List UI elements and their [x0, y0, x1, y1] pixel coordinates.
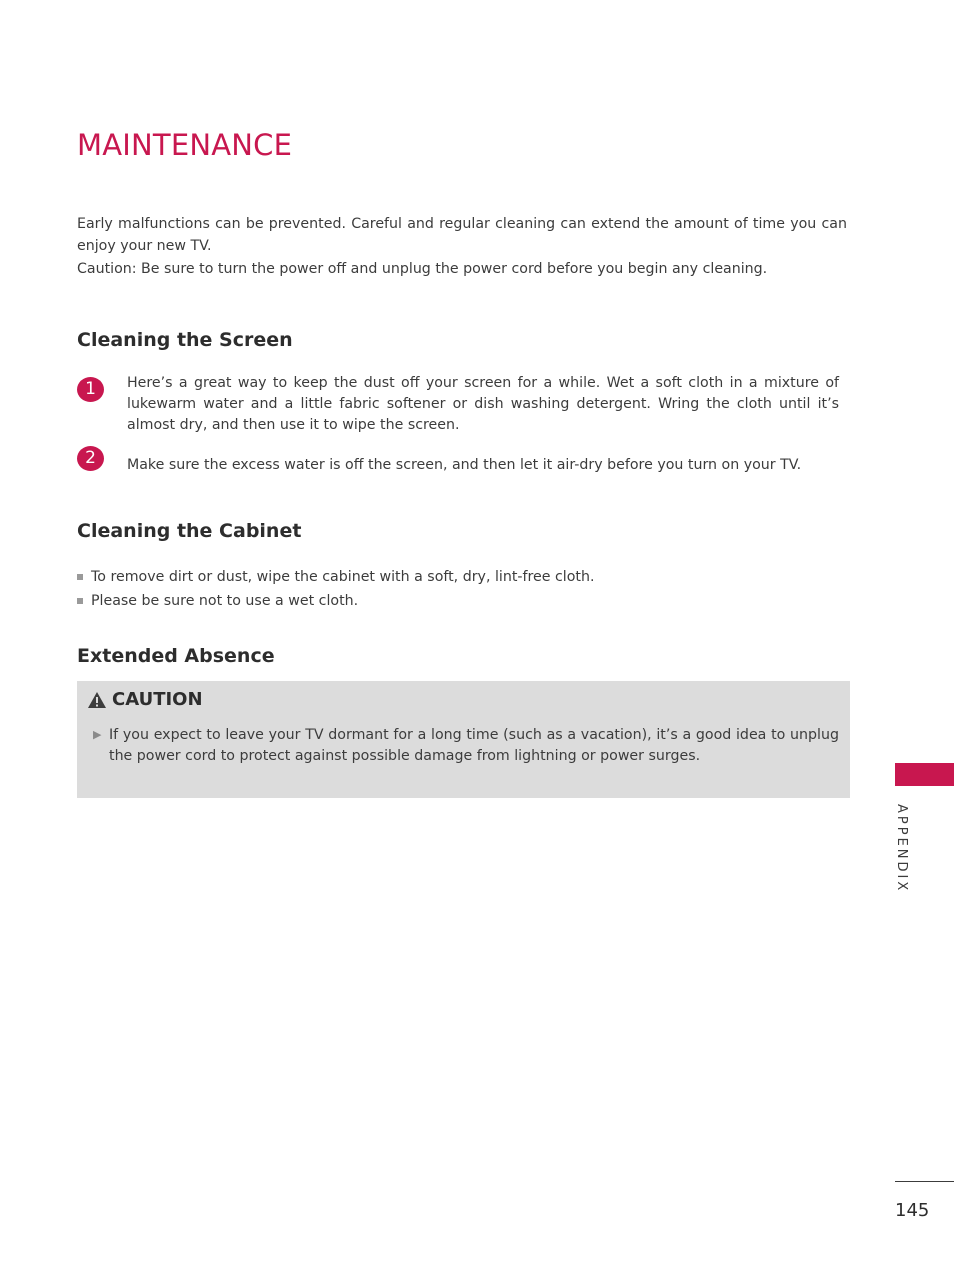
page-number: 145 — [895, 1200, 930, 1221]
caution-text: If you expect to leave your TV dormant for a long time (such as a vacation), it’s a good idea to unplug the power cord to protect against possible damage from lightning or power surges. — [109, 727, 839, 764]
square-bullet-icon — [77, 598, 83, 604]
intro-caution-paragraph: Caution: Be sure to turn the power off and unplug the power cord before you begin any cleaning. — [77, 261, 768, 277]
list-item — [77, 565, 595, 589]
footer-divider — [895, 1181, 954, 1182]
step-text: Make sure the excess water is off the screen, and then let it air-dry before you turn on your TV. — [127, 457, 802, 473]
extended-absence-heading: Extended Absence — [77, 645, 275, 667]
section-tab-marker — [895, 763, 954, 786]
caution-box — [77, 681, 850, 798]
page-title: MAINTENANCE — [77, 128, 293, 162]
triangle-arrow-icon: ▶ — [93, 728, 102, 741]
bullet-text: Please be sure not to use a wet cloth. — [91, 593, 359, 609]
square-bullet-icon — [77, 574, 83, 580]
intro-paragraph: Early malfunctions can be prevented. Careful and regular cleaning can extend the amount of time you can enjoy your new TV. — [77, 216, 847, 254]
cleaning-cabinet-heading: Cleaning the Cabinet — [77, 520, 302, 542]
section-tab-label: APPENDIX — [894, 804, 909, 894]
caution-label: CAUTION — [112, 689, 203, 710]
step-number-badge: 1 — [77, 377, 104, 402]
step-number-badge: 2 — [77, 446, 104, 471]
warning-triangle-icon — [87, 691, 107, 709]
step-text: Here’s a great way to keep the dust off your screen for a while. Wet a soft cloth in a mixture of lukewarm water and a little fabric softener or dish washing detergent. Wring the cloth until it’s almost dry, and then use it to wipe the screen. — [127, 375, 839, 433]
bullet-text: To remove dirt or dust, wipe the cabinet with a soft, dry, lint-free cloth. — [91, 569, 595, 585]
cleaning-screen-heading: Cleaning the Screen — [77, 329, 293, 351]
caution-title — [87, 689, 203, 710]
cabinet-bullet-list — [77, 565, 595, 613]
list-item — [77, 589, 595, 613]
caution-text-block — [93, 725, 839, 766]
intro — [77, 214, 847, 283]
